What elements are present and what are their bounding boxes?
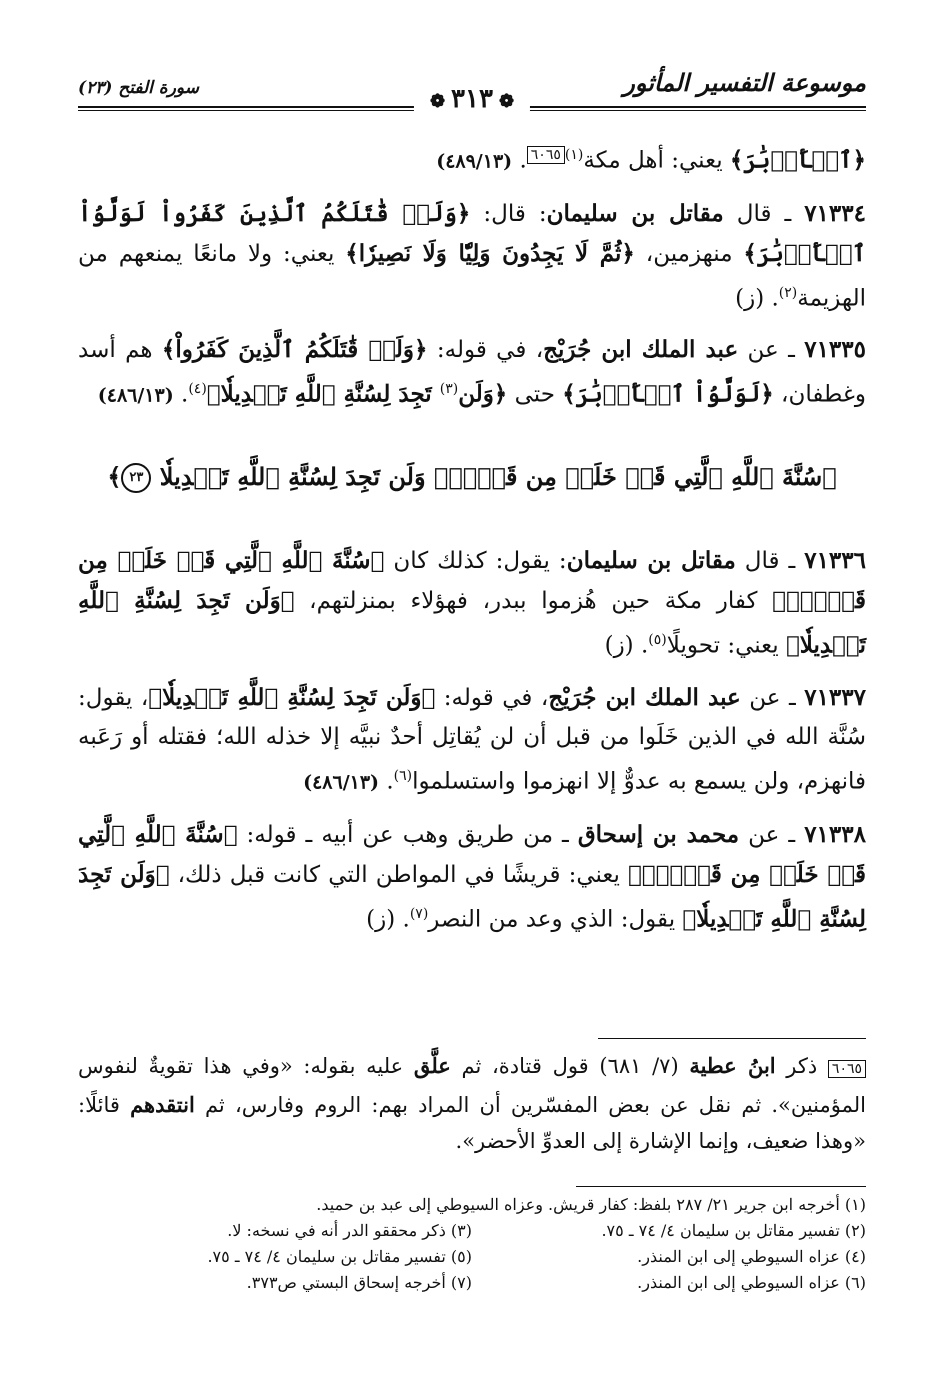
- text: هم أسد وغطفان،: [78, 337, 866, 408]
- text: (٧/ ٦٨١) قول قتادة، ثم: [450, 1054, 690, 1078]
- commentary-block: [78, 1048, 866, 1159]
- quran-quote: ﴿لَوَلَّوُاْ ٱلۡأَدۡبَٰرَ﴾: [562, 380, 774, 408]
- paragraph-continuation: [78, 136, 866, 182]
- quran-quote: ﴿وَلَوۡ قَٰتَلَكُمُ ٱلَّذِينَ كَفَرُواْ لَوَلَّوُاْ ٱلۡأَدۡبَٰرَ﴾: [78, 199, 866, 267]
- text: منهزمين،: [634, 240, 744, 267]
- text: يعني: تحويلًا: [666, 633, 786, 660]
- text: ذكر: [775, 1054, 828, 1078]
- narrator-name: مقاتل بن سليمان: [546, 199, 724, 227]
- footnote-4: (٤) عزاه السيوطي إلى ابن المنذر.: [637, 1247, 866, 1266]
- footnotes-separator: [576, 1186, 866, 1187]
- commentary-marker: ٦٠٦٥: [828, 1060, 866, 1078]
- text: ، يقول: سُنَّة الله في الذين خَلَوا من قبل أن لن يُقاتِل أحدٌ نبيَّه إلا خذله الله؛ فقتله أو رَعَبه فانهزم، ولن يسمع به عدوٌّ إلا انهزموا واستسلموا: [78, 685, 866, 795]
- emphasis: انتقدهم: [130, 1092, 195, 1117]
- ayah-number-icon: ٢٣: [121, 463, 151, 493]
- text: ـ من طريق وهب عن أبيه ـ قوله:: [237, 821, 578, 848]
- narration-71338: [78, 815, 866, 940]
- footnote-7: (٧) أخرجه إسحاق البستي ص٣٧٣.: [246, 1273, 472, 1292]
- emphasis: علَّق: [413, 1053, 451, 1078]
- narration-71335: [78, 330, 866, 416]
- text: ـ عن: [739, 821, 805, 848]
- page-number-block: [414, 84, 530, 114]
- quran-quote: ﴿ٱلۡأَدۡبَٰرَ﴾: [729, 146, 866, 174]
- scholar-name: ابنُ عطية: [689, 1053, 776, 1078]
- commentary-separator: [598, 1038, 866, 1039]
- narration-number: ٧١٣٣٤: [804, 199, 866, 227]
- narrator-name: عبد الملك ابن جُرَيْج: [548, 684, 741, 712]
- text: كفار مكة حين هُزموا ببدر، فهؤلاء بمنزلتهم،: [294, 588, 773, 615]
- footnotes: [78, 1192, 866, 1296]
- text: يقول: الذي وعد من النصر: [428, 906, 683, 933]
- footnote-2: (٢) تفسير مقاتل بن سليمان ٤/ ٧٤ ـ ٧٥.: [601, 1221, 866, 1240]
- text: .: [173, 381, 189, 408]
- footnote-ref: (٣): [439, 381, 459, 398]
- commentary-marker: ٦٠٦٥: [527, 146, 565, 164]
- text: : قال:: [470, 200, 547, 227]
- narration-number: ٧١٣٣٥: [804, 336, 866, 364]
- narrator-name: محمد بن إسحاق: [577, 820, 740, 848]
- surah-title: سورة الفتح (٢٣): [78, 78, 199, 98]
- text: . (ز): [366, 906, 410, 933]
- text: .: [379, 768, 394, 795]
- verse-heading: [78, 462, 866, 494]
- quran-quote: ﴿وَلَوۡ قَٰتَلَكُمُ ٱلَّذِينَ كَفَرُواْ﴾: [161, 336, 428, 364]
- page-header: [78, 62, 866, 122]
- volume-reference: (٤٨٩/١٣): [436, 150, 513, 173]
- text: ـ عن: [740, 685, 805, 712]
- text: يعني: قريشًا في المواطن التي كانت قبل ذلك،: [169, 861, 628, 888]
- text: . (ز): [604, 633, 649, 660]
- page-body: [78, 136, 866, 939]
- narration-71337: [78, 678, 866, 803]
- footnote-ref: (٤): [188, 381, 207, 398]
- narration-number: ٧١٣٣٦: [804, 547, 866, 575]
- footnote-ref: (٧): [409, 905, 429, 922]
- text: ـ قال: [735, 548, 805, 575]
- quran-quote: تَجِدَ لِسُنَّةِ ٱللَّهِ تَبۡدِيلٗا﴾: [206, 380, 440, 408]
- footnote-ref: (٢): [778, 284, 798, 301]
- text: : يقول: كذلك كان: [384, 548, 567, 575]
- text: يعني: ولا مانعًا يمنعهم من الهزيمة: [78, 240, 866, 312]
- quran-quote: ﴿وَلَن تَجِدَ لِسُنَّةِ ٱللَّهِ تَبۡدِيلٗا﴾: [78, 860, 866, 933]
- page-number: ٣١٣: [451, 84, 493, 114]
- narrator-name: عبد الملك ابن جُرَيْج: [543, 336, 739, 364]
- verse-text: ﴿سُنَّةَ ٱللَّهِ ٱلَّتِي قَدۡ خَلَتۡ مِن قَبۡلُۖ وَلَن تَجِدَ لِسُنَّةِ ٱللَّهِ تَبۡدِيلٗا: [159, 461, 837, 491]
- footnote-6: (٦) عزاه السيوطي إلى ابن المنذر.: [637, 1273, 866, 1292]
- text: ـ عن: [738, 337, 805, 364]
- narration-71334: [78, 194, 866, 319]
- text: . (ز): [735, 285, 779, 312]
- ornament-icon: ❁: [429, 91, 446, 112]
- narrator-name: مقاتل بن سليمان: [566, 547, 736, 575]
- narration-number: ٧١٣٣٧: [804, 684, 866, 712]
- text: ـ قال: [723, 200, 805, 227]
- footnote-3: (٣) ذكر محققو الدر أنه في نسخه: لا.: [227, 1221, 472, 1240]
- text: يعني: أهل مكة: [583, 147, 730, 174]
- quran-quote: ﴿سُنَّةَ ٱللَّهِ ٱلَّتِي قَدۡ خَلَتۡ مِن قَبۡلُۖ﴾: [78, 547, 866, 615]
- narration-71336: [78, 541, 866, 666]
- text: .: [512, 147, 527, 174]
- text: ، في قوله:: [427, 337, 544, 364]
- text: حتى: [507, 381, 563, 408]
- text: ، في قوله:: [435, 685, 549, 712]
- footnote-row: [78, 1218, 866, 1244]
- narration-number: ٧١٣٣٨: [804, 820, 866, 848]
- text: قائلًا: «وهذا ضعيف، وإنما الإشارة إلى العدوِّ الأحضر».: [78, 1093, 866, 1153]
- volume-reference: (٤٨٦/١٣): [303, 771, 380, 794]
- footnote-row: [78, 1270, 866, 1296]
- book-title: موسوعة التفسير المأثور: [623, 68, 866, 97]
- footnote-ref: (٥): [648, 632, 667, 649]
- footnote-5: (٥) تفسير مقاتل بن سليمان ٤/ ٧٤ ـ ٧٥.: [207, 1247, 472, 1266]
- quran-quote: ﴿سُنَّةَ ٱللَّهِ ٱلَّتِي قَدۡ خَلَتۡ مِن قَبۡلُۖ﴾: [78, 820, 866, 888]
- verse-close: ﴾: [107, 461, 122, 491]
- text: عليه بقوله: «وفي هذا تقويةٌ لنفوس المؤمنين». ثم نقل عن بعض المفسّرين أن المراد بهم: الروم وفارس، ثم: [78, 1054, 866, 1117]
- quran-quote: ﴿وَلَن: [458, 380, 508, 408]
- footnote-ref: (٦): [393, 768, 413, 785]
- quran-quote: ﴿وَلَن تَجِدَ لِسُنَّةِ ٱللَّهِ تَبۡدِيلٗا﴾: [78, 587, 866, 660]
- footnote-ref: (١): [564, 147, 584, 163]
- footnote-row: [78, 1244, 866, 1270]
- ornament-icon: ❁: [498, 91, 515, 112]
- footnote-1: (١) أخرجه ابن جرير ٢١/ ٢٨٧ بلفظ: كفار قريش. وعزاه السيوطي إلى عبد بن حميد.: [316, 1195, 866, 1214]
- quran-quote: ﴿وَلَن تَجِدَ لِسُنَّةِ ٱللَّهِ تَبۡدِيلٗا﴾: [148, 684, 436, 712]
- quran-quote: ﴿ثُمَّ لَا يَجِدُونَ وَلِيّٗا وَلَا نَصِيرٗا﴾: [345, 239, 635, 267]
- volume-reference: (٤٨٦/١٣): [97, 384, 174, 407]
